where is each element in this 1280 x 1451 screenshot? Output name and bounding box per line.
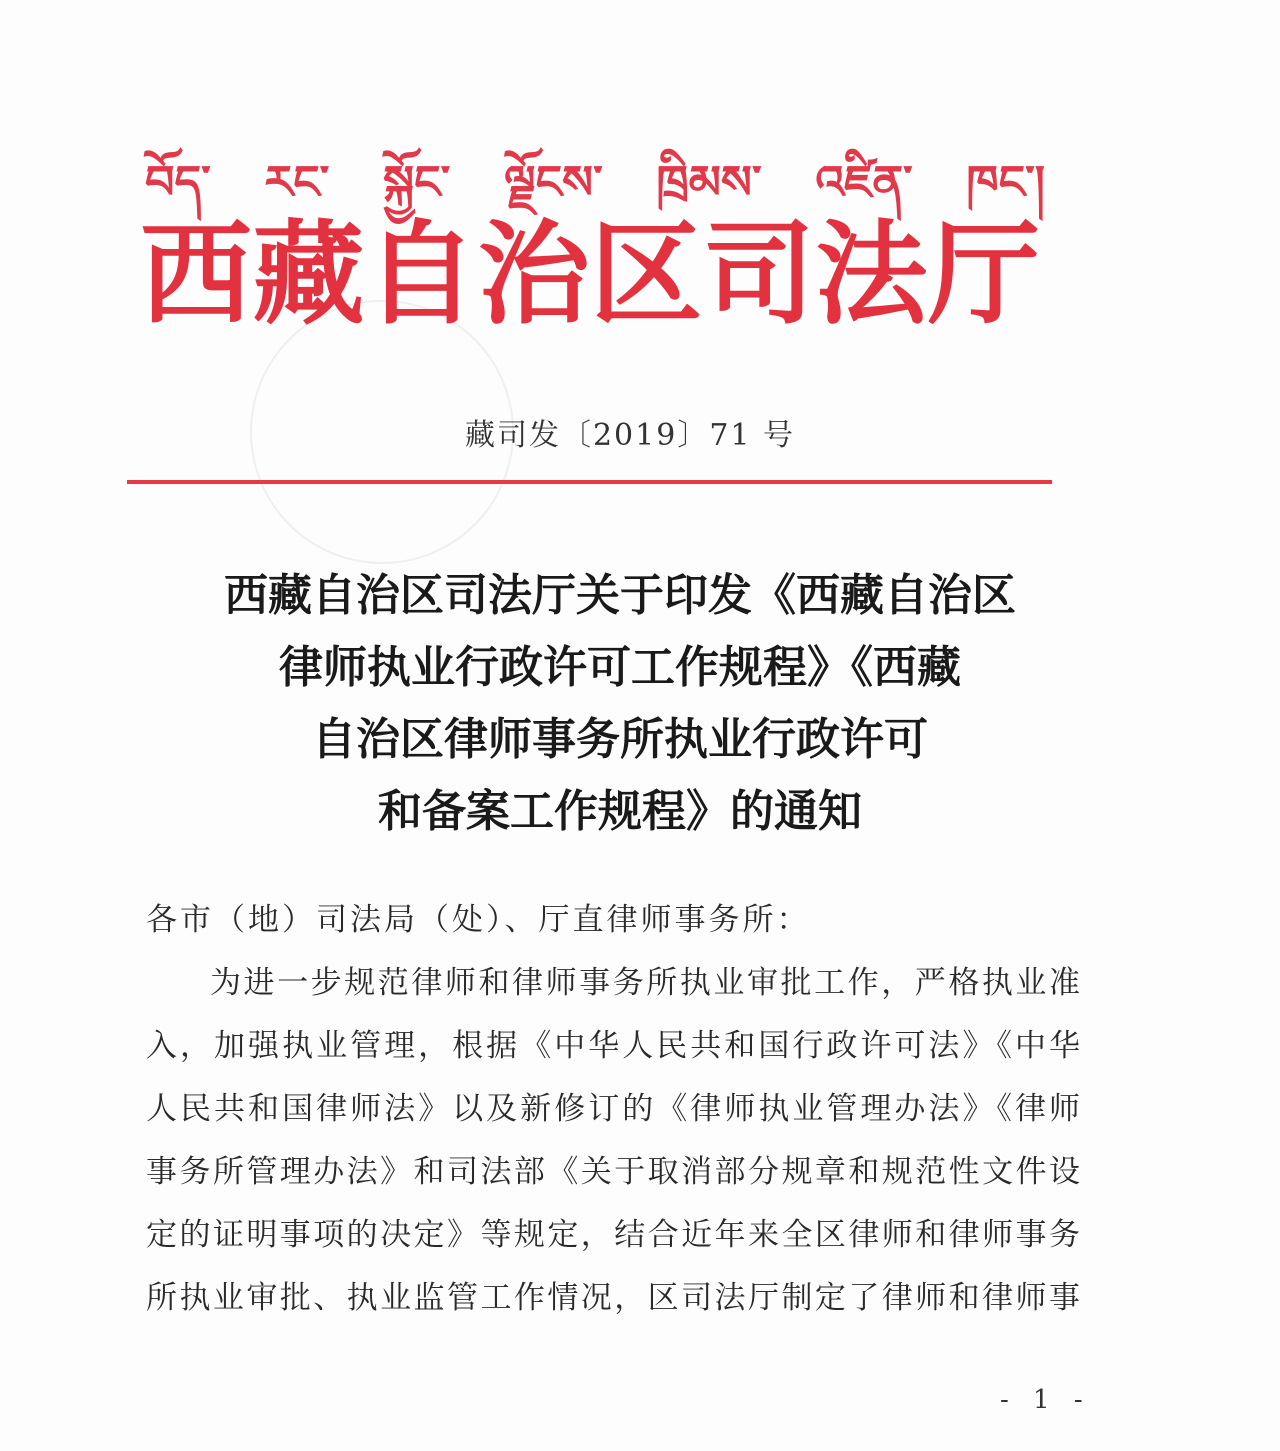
body-line: 所执业审批、执业监管工作情况，区司法厅制定了律师和律师事 [146,1280,1081,1316]
tibetan-word: སྐྱོང་ [383,155,451,209]
document-number: 藏司发〔2019〕71 号 [464,418,796,453]
agency-char: 司 [702,209,815,340]
document-body [146,895,1081,1336]
salutation: 各市（地）司法局（处）、厅直律师事务所： [146,902,811,938]
title-line: 和备案工作规程》的通知 [378,786,862,837]
body-line: 人民共和国律师法》以及新修订的《律师执业管理办法》《律师 [146,1091,1081,1127]
agency-char: 西 [140,209,252,340]
document-title [0,560,1240,848]
agency-char: 区 [590,209,703,340]
agency-name-header [140,209,1040,340]
tibetan-word: བོད་ [145,155,211,209]
body-line: 入，加强执业管理，根据《中华人民共和国行政许可法》《中华 [146,1028,1081,1064]
tibetan-word: རང་ [264,155,330,209]
title-line: 自治区律师事务所执业行政许可 [312,714,928,765]
tibetan-word: ཁྲིམས་ [656,155,762,209]
agency-char: 法 [815,209,928,340]
red-divider [127,480,1052,484]
page-number: - 1 - [1000,1385,1091,1415]
tibetan-word: ལྗོངས་ [503,155,603,209]
agency-char: 藏 [252,209,365,340]
body-line: 定的证明事项的决定》等规定，结合近年来全区律师和律师事务 [146,1217,1081,1253]
tibetan-word: འཛིན་ [815,155,913,209]
body-line: 事务所管理办法》和司法部《关于取消部分规章和规范性文件设 [146,1154,1081,1190]
tibetan-word: ཁང་། [966,155,1045,209]
title-line: 律师执业行政许可工作规程》《西藏 [279,642,961,693]
agency-char: 自 [365,209,478,340]
body-line: 为进一步规范律师和律师事务所执业审批工作，严格执业准 [210,965,1081,1001]
agency-char: 厅 [927,209,1040,340]
agency-char: 治 [477,209,590,340]
title-line: 西藏自治区司法厅关于印发《西藏自治区 [224,570,1016,621]
